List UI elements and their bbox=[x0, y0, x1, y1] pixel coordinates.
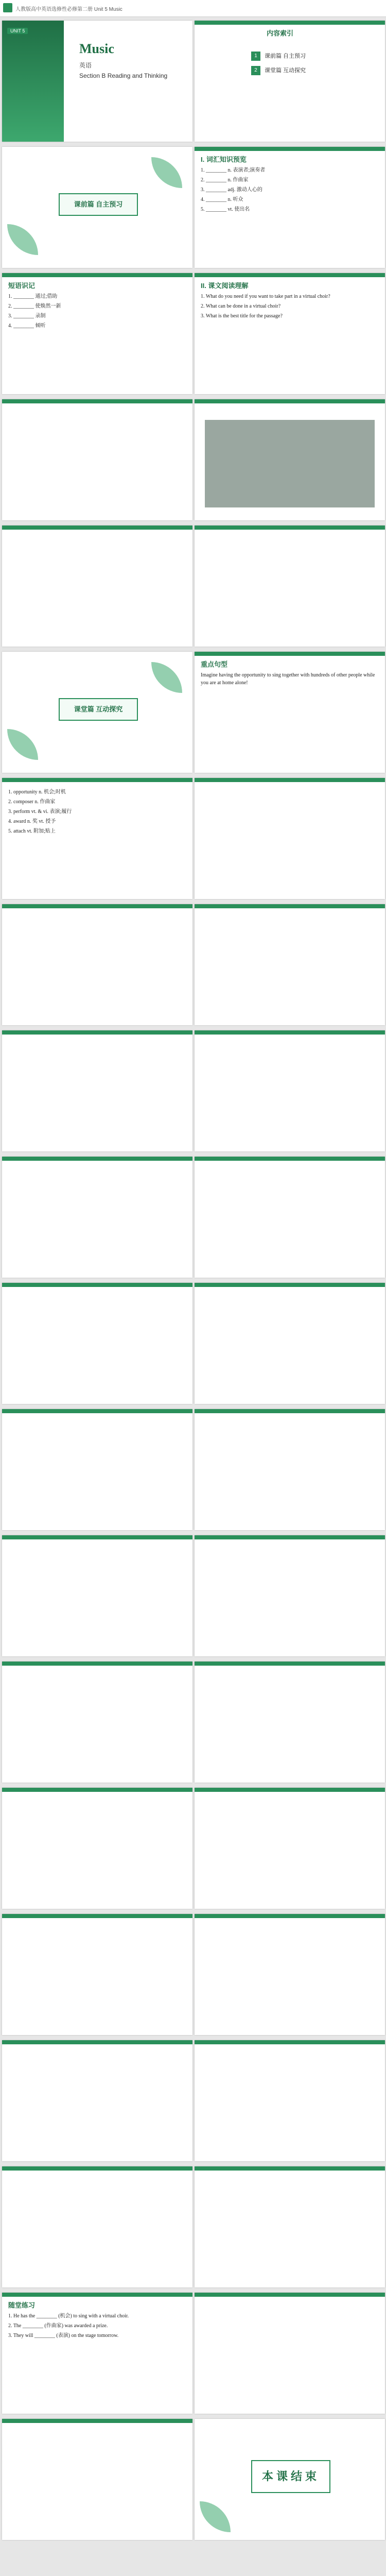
slide-blank bbox=[2, 1788, 192, 1909]
slide-band bbox=[2, 1788, 192, 1792]
sentence-title: 重点句型 bbox=[201, 660, 228, 668]
slide-blank bbox=[195, 778, 385, 899]
slide-blank bbox=[2, 1283, 192, 1404]
toc-item-label: 课前篇 自主预习 bbox=[265, 53, 306, 59]
toc-item-1[interactable] bbox=[251, 52, 379, 61]
slide-blank bbox=[195, 2166, 385, 2287]
slide-section2 bbox=[2, 652, 192, 773]
slide-band bbox=[195, 1157, 385, 1161]
reading-question: 1. What do you need if you want to take part in a virtual choir? bbox=[201, 294, 330, 299]
end-label: 本课结束 bbox=[251, 2460, 330, 2493]
slide-band bbox=[2, 1914, 192, 1918]
slide-vocab bbox=[195, 147, 385, 268]
exercise-title: 随堂练习 bbox=[8, 2301, 36, 2309]
exercise-item: 3. They will ________ (表演) on the stage tomorrow. bbox=[8, 2333, 119, 2338]
slide-band bbox=[195, 2293, 385, 2297]
point-item: 5. attach vt. 附加;贴上 bbox=[8, 828, 56, 834]
slide-band bbox=[195, 1409, 385, 1413]
vocab-item: 5. ________ vt. 使出名 bbox=[201, 207, 250, 212]
slide-band bbox=[2, 1030, 192, 1035]
slide-band bbox=[2, 2293, 192, 2297]
slide-band bbox=[2, 1409, 192, 1413]
cover-title: Music bbox=[79, 41, 114, 56]
slide-sentence bbox=[195, 652, 385, 773]
slide-band bbox=[195, 1283, 385, 1287]
slide-band bbox=[195, 652, 385, 656]
reading-title: II. 课文阅读理解 bbox=[201, 282, 249, 290]
slide-blank bbox=[195, 2040, 385, 2161]
toc-item-2[interactable] bbox=[251, 66, 379, 75]
slide-blank bbox=[2, 1535, 192, 1656]
slide-band bbox=[195, 1662, 385, 1666]
slide-band bbox=[2, 1157, 192, 1161]
slide-end bbox=[195, 2419, 385, 2540]
slide-band bbox=[2, 1283, 192, 1287]
slide-band bbox=[2, 1535, 192, 1539]
slide-blank bbox=[195, 1662, 385, 1783]
slide-exercise bbox=[2, 2293, 192, 2414]
slide-blank bbox=[195, 1535, 385, 1656]
leaf-decoration bbox=[7, 729, 38, 760]
vocab-item: 4. ________ n. 听众 bbox=[201, 197, 243, 202]
cover-section: Section B Reading and Thinking bbox=[79, 72, 168, 79]
reading-question: 3. What is the best title for the passage? bbox=[201, 313, 283, 319]
section-label: 课堂篇 互动探究 bbox=[59, 698, 138, 721]
slide-band bbox=[2, 526, 192, 530]
slide-band bbox=[195, 1788, 385, 1792]
slide-blank bbox=[195, 1914, 385, 2035]
slide-blank bbox=[195, 526, 385, 647]
slide-band bbox=[2, 2166, 192, 2171]
slide-band bbox=[195, 1535, 385, 1539]
slide-band bbox=[2, 399, 192, 403]
toc-num-icon: 2 bbox=[251, 66, 260, 75]
slide-band bbox=[195, 778, 385, 782]
slide-band bbox=[195, 1914, 385, 1918]
slide-cover bbox=[2, 21, 192, 142]
reading-question: 2. What can be done in a virtual choir? bbox=[201, 303, 281, 309]
unit-tag: UNIT 5 bbox=[7, 28, 28, 34]
leaf-decoration bbox=[200, 2501, 231, 2532]
slide-blank bbox=[195, 1788, 385, 1909]
slide-band bbox=[2, 2040, 192, 2044]
slide-band bbox=[195, 904, 385, 908]
leaf-decoration bbox=[151, 157, 182, 188]
slide-blank bbox=[2, 2419, 192, 2540]
section-label: 课前篇 自主预习 bbox=[59, 193, 138, 216]
leaf-decoration bbox=[7, 224, 38, 255]
slide-band bbox=[195, 21, 385, 25]
exercise-item: 2. The ________ (作曲家) was awarded a prize. bbox=[8, 2323, 108, 2329]
slide-blank bbox=[195, 904, 385, 1025]
point-item: 4. award n. 奖 vt. 授予 bbox=[8, 819, 56, 824]
slide-blank bbox=[195, 1409, 385, 1530]
slide-blank bbox=[2, 399, 192, 520]
leaf-decoration bbox=[151, 662, 182, 693]
slide-band bbox=[195, 273, 385, 277]
document-title: 人教版高中英语选修性必修第二册 Unit 5 Music bbox=[15, 7, 122, 12]
slide-blank bbox=[2, 2166, 192, 2287]
slide-blank bbox=[195, 1157, 385, 1278]
slide-band bbox=[2, 778, 192, 782]
slide-photo bbox=[205, 420, 375, 507]
vocab-item: 2. ________ n. 作曲家 bbox=[201, 177, 249, 183]
toc-heading: 内容索引 bbox=[267, 29, 294, 37]
phrase-item: 2. ________ 使焕然一新 bbox=[8, 303, 61, 309]
slide-blank bbox=[2, 526, 192, 647]
slide-points bbox=[2, 778, 192, 899]
slide-blank bbox=[2, 1030, 192, 1151]
slide-blank bbox=[2, 1157, 192, 1278]
sentence-text: Imagine having the opportunity to sing together with hundreds of other people while you are at home alone! bbox=[201, 672, 375, 686]
slide-band bbox=[195, 399, 385, 403]
slide-blank bbox=[2, 1662, 192, 1783]
slide-blank bbox=[195, 2293, 385, 2414]
slide-band bbox=[195, 147, 385, 151]
slide-blank bbox=[2, 904, 192, 1025]
point-item: 2. composer n. 作曲家 bbox=[8, 799, 56, 805]
slide-band bbox=[2, 904, 192, 908]
slide-toc bbox=[195, 21, 385, 142]
exercise-item: 1. He has the ________ (机会) to sing with a virtual choir. bbox=[8, 2313, 129, 2319]
toc-num-icon: 1 bbox=[251, 52, 260, 61]
toc-item-label: 课堂篇 互动探究 bbox=[265, 67, 306, 74]
vocab-item: 3. ________ adj. 激动人心的 bbox=[201, 187, 262, 193]
slide-band bbox=[2, 1662, 192, 1666]
vocab-item: 1. ________ n. 表演者;演奏者 bbox=[201, 167, 266, 173]
phrase-item: 1. ________ 通过;借助 bbox=[8, 294, 58, 299]
slide-band bbox=[2, 2419, 192, 2423]
cover-subtitle: 英语 bbox=[79, 62, 92, 69]
cover-band bbox=[2, 21, 64, 142]
slide-blank bbox=[2, 1409, 192, 1530]
slide-band bbox=[2, 273, 192, 277]
slide-section1 bbox=[2, 147, 192, 268]
slide-blank bbox=[195, 1283, 385, 1404]
app-logo-icon bbox=[3, 3, 12, 12]
slide-band bbox=[195, 526, 385, 530]
phrase-item: 4. ________ 倾听 bbox=[8, 323, 46, 329]
slide-band bbox=[195, 2166, 385, 2171]
point-item: 1. opportunity n. 机会;时机 bbox=[8, 789, 66, 795]
point-item: 3. perform vt. & vi. 表演;履行 bbox=[8, 809, 72, 815]
slide-band bbox=[195, 2040, 385, 2044]
slide-blank bbox=[2, 2040, 192, 2161]
slide-phrases bbox=[2, 273, 192, 394]
phrase-item: 3. ________ 录制 bbox=[8, 313, 46, 319]
slide-image bbox=[195, 399, 385, 520]
slide-blank bbox=[195, 1030, 385, 1151]
document-header bbox=[0, 0, 386, 17]
slide-reading bbox=[195, 273, 385, 394]
slide-band bbox=[195, 1030, 385, 1035]
vocab-title: I. 词汇知识预览 bbox=[201, 156, 247, 163]
phrases-title: 短语识记 bbox=[8, 282, 36, 290]
slide-blank bbox=[2, 1914, 192, 2035]
